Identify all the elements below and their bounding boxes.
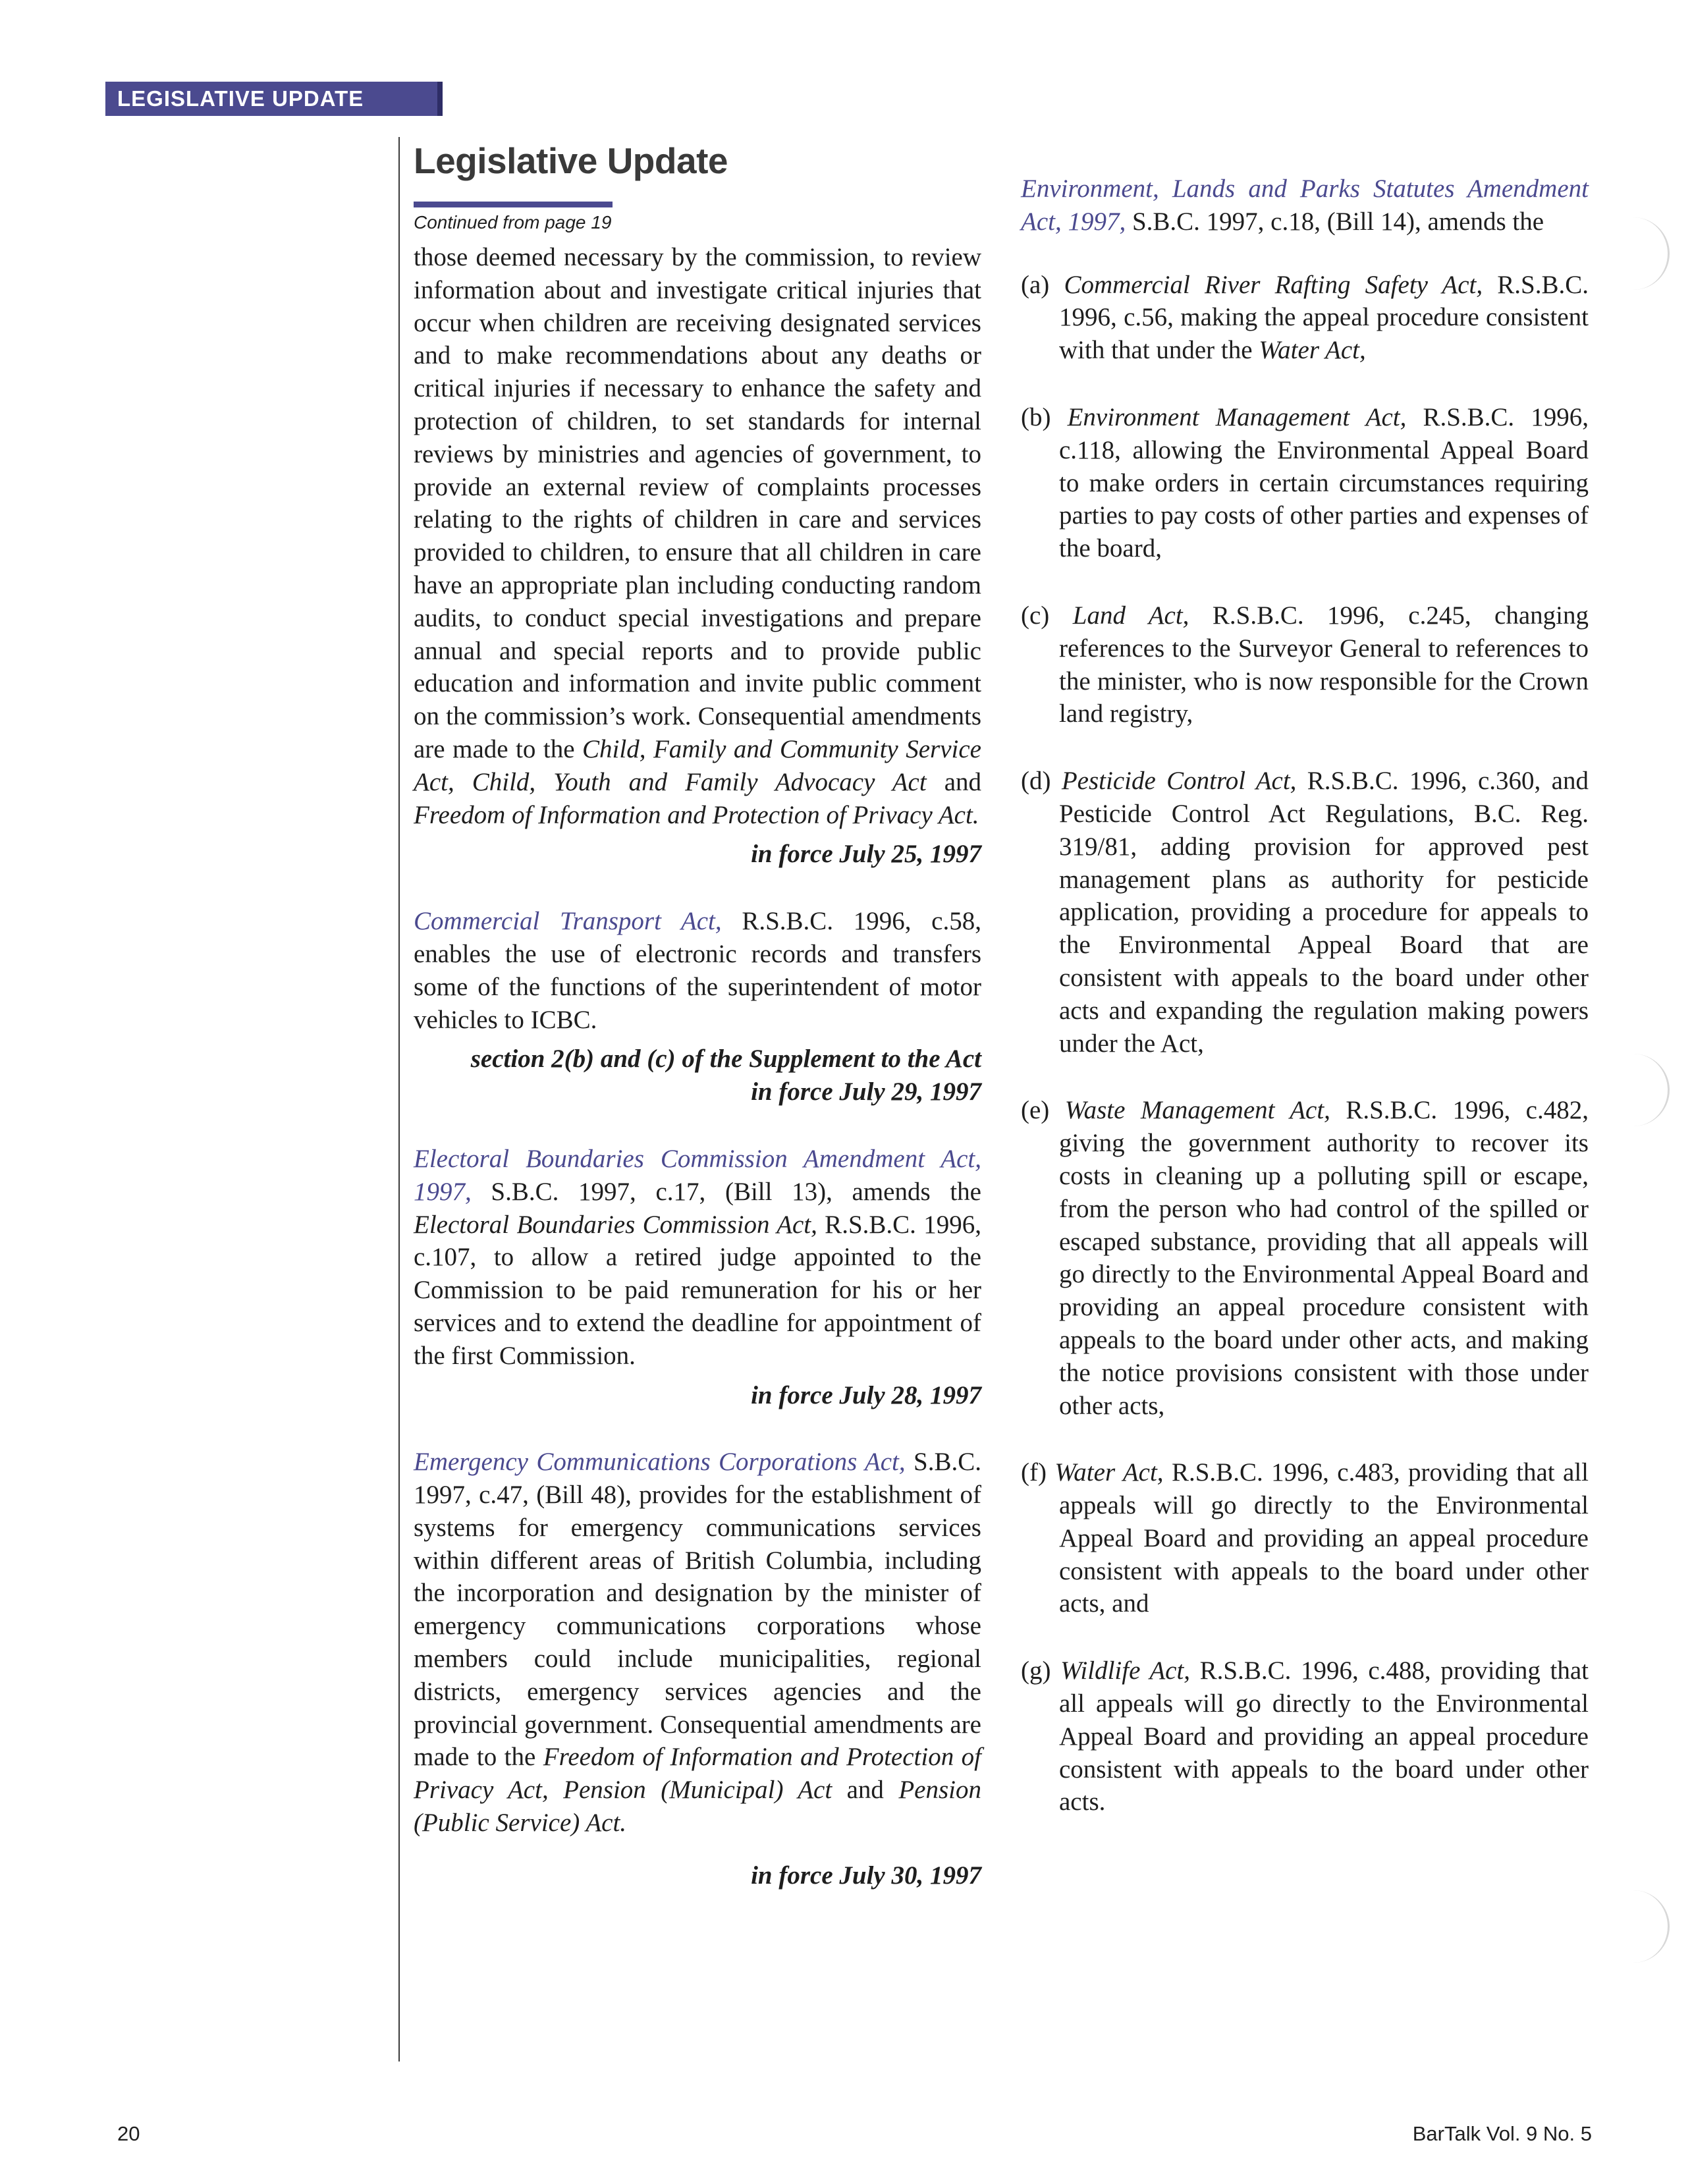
entry-body	[414, 1446, 981, 1840]
act-title: Commercial Transport Act,	[414, 907, 722, 936]
item-label: (g)	[1021, 1656, 1061, 1685]
body-text: S.B.C. 1997, c.17, (Bill 13), amends the	[471, 1177, 981, 1206]
entry-body	[414, 905, 981, 1036]
binder-hole-mark	[1628, 217, 1670, 290]
publication-info: BarTalk Vol. 9 No. 5	[1412, 2122, 1592, 2145]
environment-amendment-entry	[1021, 173, 1589, 1818]
act-reference: Water Act,	[1259, 336, 1366, 365]
item-label: (e)	[1021, 1096, 1065, 1125]
electoral-boundaries-entry	[414, 1143, 981, 1411]
act-reference: Freedom of Information and Protection of Privacy Act, Pension (Municipal) Act	[414, 1743, 981, 1805]
entry-body	[1021, 173, 1589, 238]
amended-act-item	[1021, 599, 1589, 730]
amended-act-item	[1021, 401, 1589, 565]
act-reference: Wildlife Act,	[1060, 1656, 1191, 1685]
title-underline	[414, 202, 613, 207]
amended-act-item	[1021, 765, 1589, 1060]
body-text: R.S.B.C. 1996, c.245, changing references to the Surveyor General to references to the minister, who is now responsible for the Crown land registry,	[1059, 601, 1589, 728]
act-reference: Environment Management Act,	[1067, 402, 1407, 431]
body-text: and	[832, 1776, 899, 1805]
entry-body	[414, 1143, 981, 1373]
body-text: R.S.B.C. 1996, c.118, allowing the Environmental Appeal Board to make orders in certain circumstances requiring parties to pay costs of other parties and expenses of the board,	[1059, 402, 1589, 563]
body-text: R.S.B.C. 1996, c.58, enables the use of electronic records and transfers some of the functions of the superintendent of motor vehicles to ICBC.	[414, 907, 981, 1034]
act-reference: Water Act,	[1054, 1458, 1164, 1487]
page-title: Legislative Update	[414, 140, 728, 181]
in-force-date: in force July 29, 1997	[751, 1078, 981, 1106]
body-text: and	[926, 767, 981, 796]
section-tab: LEGISLATIVE UPDATE	[105, 82, 443, 116]
binder-hole-mark	[1628, 1054, 1670, 1126]
body-text: R.S.B.C. 1996, c.107, to allow a retired judge appointed to the Commission to be paid remuneration for his or her services and to extend the deadline for appointment of the first Commission.	[414, 1210, 981, 1370]
act-title: Environment, Lands and Parks Statutes Amendment Act, 1997,	[1021, 175, 1589, 236]
act-reference: Freedom of Information and Protection of Privacy Act.	[414, 800, 979, 829]
entry-body	[414, 241, 981, 831]
act-reference: Pension (Public Service) Act.	[414, 1776, 982, 1838]
commercial-transport-entry	[414, 905, 981, 1108]
column-divider	[398, 137, 400, 2061]
item-label: (b)	[1021, 402, 1068, 431]
in-force-date: in force July 30, 1997	[751, 1861, 981, 1890]
body-text: R.S.B.C. 1996, c.56, making the appeal procedure consistent with that under the	[1059, 270, 1589, 365]
in-force-date: in force July 28, 1997	[751, 1380, 981, 1409]
continued-note: Continued from page 19	[414, 212, 612, 232]
body-text: R.S.B.C. 1996, c.360, and Pesticide Control Act Regulations, B.C. Reg. 319/81, adding provision for approved pest management plans as authority for pesticide application, providing a procedure for appeals to the Environmental Appeal Board that are consistent with appeals to the board under other acts and expanding the regulation making powers under the Act,	[1059, 767, 1589, 1058]
amended-act-item	[1021, 1094, 1589, 1422]
body-text: S.B.C. 1997, c.18, (Bill 14), amends the	[1126, 207, 1544, 236]
amended-act-item	[1021, 1654, 1589, 1818]
body-text: R.S.B.C. 1996, c.483, providing that all appeals will go directly to the Environmental Appeal Board and providing an appeal procedure consistent with appeals to the board under other acts, and	[1059, 1458, 1589, 1618]
item-label: (a)	[1021, 270, 1064, 299]
page-number: 20	[117, 2122, 140, 2145]
act-reference: Child, Family and Community Service Act, Child, Youth and Family Advocacy Act	[414, 734, 981, 796]
left-column	[414, 241, 981, 1892]
body-text: R.S.B.C. 1996, c.488, providing that all appeals will go directly to the Environmental Appeal Board and providing an appeal procedure consistent with appeals to the board under other acts.	[1059, 1656, 1589, 1816]
item-label: (c)	[1021, 601, 1073, 630]
act-reference: Commercial River Rafting Safety Act,	[1064, 270, 1483, 299]
amended-act-item	[1021, 1456, 1589, 1620]
in-force-date: in force July 25, 1997	[751, 840, 981, 869]
body-text: R.S.B.C. 1996, c.482, giving the government authority to recover its costs in cleaning up a polluting spill or escape, from the person who had control of the spilled or escaped substance, providing that all appeals will go directly to the Environmental Appeal Board and providing an appeal procedure consistent with appeals to the board under other acts, and making the notice provisions consistent with those under other acts,	[1059, 1096, 1589, 1420]
children-commission-entry	[414, 241, 981, 871]
item-label: (f)	[1021, 1458, 1055, 1487]
body-text: those deemed necessary by the commission, to review information about and investigate critical injuries that occur when children are receiving designated services and to make recommendations about any deaths or critical injuries if necessary to enhance the safety and protection of children, to set standards for internal reviews by ministries and agencies of government, to provide an external review of complaints processes relating to the rights of children in care and services provided to children, to ensure that all children in care have an appropriate plan including conducting random audits, to conduct special investigations and prepare annual and special reports and to provide public education and information and invite public comment on the commission’s work. Consequential amendments are made to the	[414, 243, 981, 763]
body-text: S.B.C. 1997, c.47, (Bill 48), provides for the establishment of systems for emergency communications services within different areas of British Columbia, including the incorporation and designation by the minister of emergency communications corporations whose members could include municipalities, regional districts, emergency services agencies and the provincial government. Consequential amendments are made to the	[414, 1448, 981, 1772]
amended-act-item	[1021, 269, 1589, 367]
supplement-note: section 2(b) and (c) of the Supplement to the Act	[470, 1045, 981, 1074]
right-column	[1021, 173, 1589, 1818]
act-reference: Electoral Boundaries Commission Act,	[414, 1210, 817, 1239]
act-title: Emergency Communications Corporations Act,	[414, 1448, 906, 1477]
emergency-communications-entry	[414, 1446, 981, 1892]
act-reference: Waste Management Act,	[1064, 1096, 1330, 1125]
item-label: (d)	[1021, 767, 1062, 796]
act-reference: Pesticide Control Act,	[1061, 767, 1297, 796]
act-reference: Land Act,	[1072, 601, 1189, 630]
binder-hole-mark	[1628, 1890, 1670, 1963]
act-title: Electoral Boundaries Commission Amendment Act, 1997,	[414, 1144, 981, 1206]
